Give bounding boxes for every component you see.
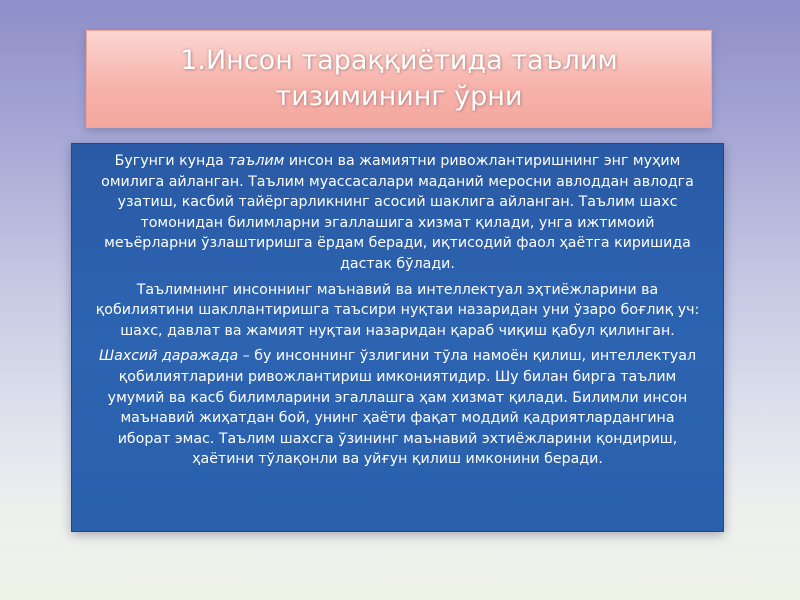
- paragraph-3: [94, 346, 701, 470]
- title-box: [86, 30, 712, 128]
- paragraph-3-rest: – бу инсоннинг ўзлигини тўла намоён қилиш, интеллектуал қобилиятларини ривожлантириш имкониятидир. Шу билан бирга таълим умумий ва касб билимларини эгаллашга ҳам хизмат қилади. Билимли инсон маънавий жиҳатдан бой, унинг ҳаёти фақат моддий қадриятлардангина иборат эмас. Таълим шахсга ўзининг маънавий эхтиёжларини қондириш, ҳаётини тўлақонли ва уйғун қилиш имконини беради.: [107, 348, 697, 468]
- paragraph-2-text: Таълимнинг инсоннинг маънавий ва интеллектуал эҳтиёжларини ва қобилиятини шакллантиришга таъсири нуқтаи назаридан уни ўзаро боғлиқ уч: шахс, давлат ва жамият нуқтаи назаридан қараб чиқиш қабул қилинган.: [95, 281, 700, 339]
- paragraph-2: [94, 280, 701, 342]
- paragraph-1: [94, 151, 701, 275]
- paragraph-3-italic: Шахсий даражада: [98, 348, 239, 365]
- paragraph-1-pre: Бугунги кунда: [114, 153, 229, 169]
- content-box: [71, 143, 724, 532]
- slide-title: 1.Инсон тараққиётида таълим тизимининг ўрни: [180, 45, 618, 112]
- paragraph-1-italic: таълим: [228, 153, 285, 169]
- paragraph-1-rest: инсон ва жамиятни ривожлантиришнинг энг муҳим омилига айланган. Таълим муассасалари маданий меросни авлоддан авлодга узатиш, касбий тайёргарликнинг асосий шаклига айланган. Таълим шахс томонидан билимларни эгаллашига хизмат қилади, унга ижтимоий меъёрларни ўзлаштиришга ёрдам беради, иқтисодий фаол ҳаётга киришида дастак бўлади.: [101, 153, 694, 272]
